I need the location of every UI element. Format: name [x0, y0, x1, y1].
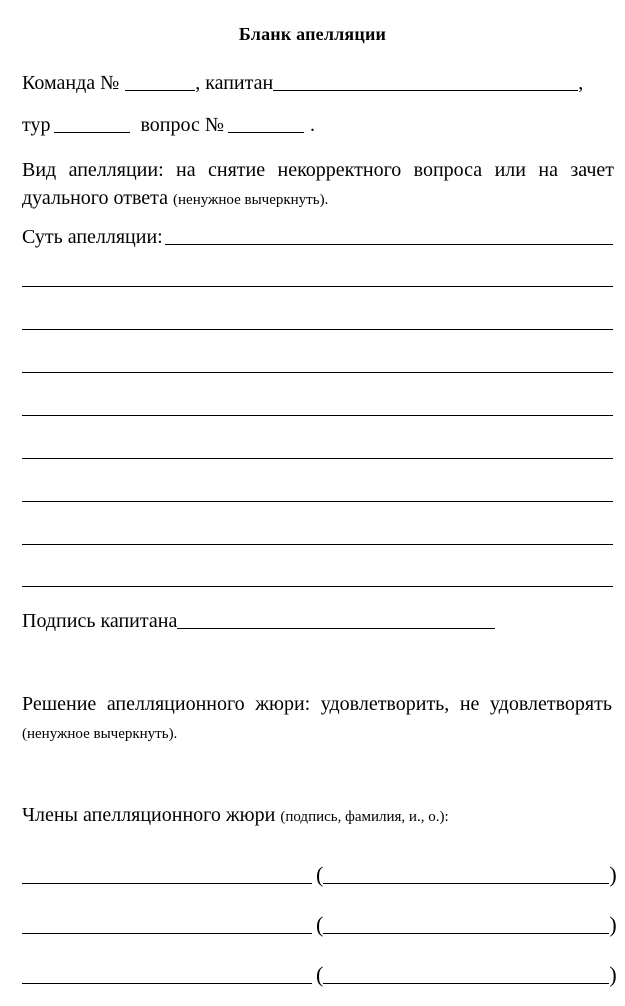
essence-line-1[interactable] [22, 286, 613, 287]
jury-row-1 [22, 862, 617, 888]
jury-signature-field-1[interactable] [22, 883, 312, 884]
paren-open-3: ( [316, 962, 324, 987]
trailing-dot: . [309, 114, 315, 136]
essence-line-3[interactable] [22, 372, 613, 373]
essence-label: Суть апелляции: [22, 226, 163, 248]
jury-signature-field-3[interactable] [22, 983, 312, 984]
team-label: Команда № [22, 72, 120, 94]
appeal-type-note: (ненужное вычеркнуть). [173, 192, 329, 208]
jury-members-heading [22, 804, 449, 827]
jury-row-3 [22, 962, 617, 988]
appeal-type-paragraph [22, 156, 614, 214]
paren-open-1: ( [316, 862, 324, 887]
jury-row-2 [22, 912, 617, 938]
captain-signature-row [22, 610, 495, 633]
captain-name-field[interactable] [273, 90, 578, 91]
jury-label: Члены апелляционного жюри [22, 804, 276, 826]
paren-close-3: ) [609, 962, 617, 987]
jury-name-field-1[interactable] [323, 883, 609, 884]
essence-field[interactable] [165, 244, 613, 245]
round-question-row [22, 114, 315, 137]
team-number-field[interactable] [125, 90, 195, 91]
form-title: Бланк апелляции [238, 24, 387, 44]
appeal-type-text: Вид апелляции: на снятие некорректного вопроса или на зачет дуального ответа [22, 159, 614, 209]
captain-signature-label: Подпись капитана [22, 610, 178, 632]
essence-line-2[interactable] [22, 329, 613, 330]
decision-text: Решение апелляционного жюри: удовлетворить, не удовлетворять [22, 693, 612, 715]
essence-line-6[interactable] [22, 501, 613, 502]
captain-label: , капитан [195, 72, 274, 94]
essence-line-4[interactable] [22, 415, 613, 416]
round-field[interactable] [54, 132, 130, 133]
decision-paragraph [22, 690, 612, 748]
trailing-comma: , [578, 72, 584, 94]
captain-signature-field[interactable] [177, 628, 495, 629]
jury-name-field-2[interactable] [323, 933, 609, 934]
paren-open-2: ( [316, 912, 324, 937]
question-label: вопрос № [140, 114, 224, 136]
paren-close-1: ) [609, 862, 617, 887]
essence-line-8[interactable] [22, 586, 613, 587]
essence-line-5[interactable] [22, 458, 613, 459]
decision-note: (ненужное вычеркнуть). [22, 726, 178, 742]
jury-signature-field-2[interactable] [22, 933, 312, 934]
jury-name-field-3[interactable] [323, 983, 609, 984]
team-captain-row [22, 72, 617, 95]
round-label: тур [22, 114, 51, 136]
essence-row [22, 226, 613, 249]
jury-note: (подпись, фамилия, и., о.): [280, 809, 449, 825]
essence-line-7[interactable] [22, 544, 613, 545]
paren-close-2: ) [609, 912, 617, 937]
question-number-field[interactable] [228, 132, 304, 133]
